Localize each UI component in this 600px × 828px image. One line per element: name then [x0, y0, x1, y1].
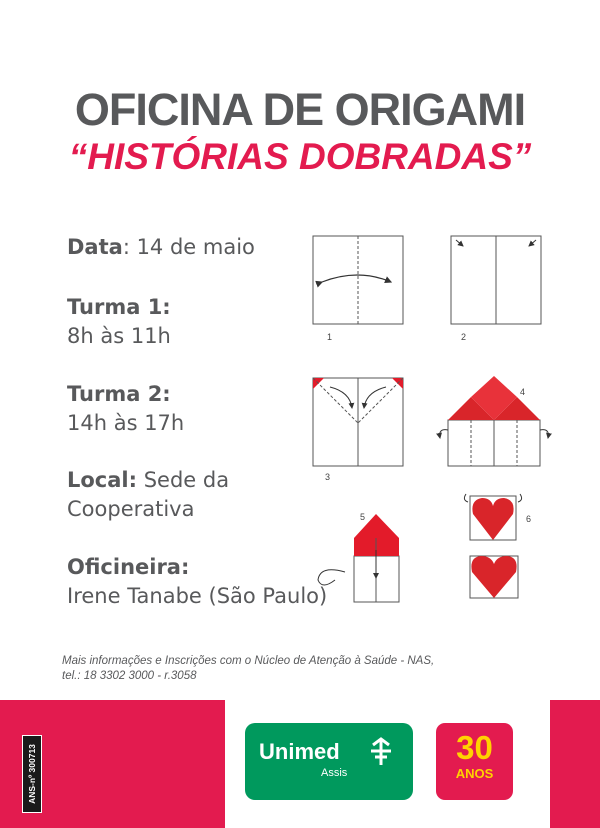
- oficineira-label: Oficineira:: [67, 555, 190, 579]
- unimed-sub: Assis: [321, 767, 348, 779]
- note-line-2: tel.: 18 3302 3000 - r.3058: [62, 670, 197, 682]
- unimed-brand: Unimed: [259, 739, 340, 764]
- anos-word: ANOS: [455, 766, 494, 781]
- step-3-diagram: [313, 378, 403, 482]
- step-5-diagram: [318, 512, 399, 602]
- step-number: 2: [461, 332, 467, 342]
- turma2-label: Turma 2:: [67, 382, 171, 406]
- unimed-symbol-icon: [365, 737, 397, 767]
- date-label: Data: [67, 235, 123, 259]
- step-number: 5: [360, 512, 366, 522]
- step-6-diagram: [464, 494, 531, 598]
- step-number: 6: [526, 514, 532, 524]
- local-value-2: Cooperativa: [67, 497, 195, 521]
- origami-diagrams: [300, 225, 560, 610]
- turma1-label: Turma 1:: [67, 295, 171, 319]
- info-note: [62, 654, 434, 684]
- ans-text: ANS-nº 300713: [27, 744, 37, 804]
- turma1-value: 8h às 11h: [67, 324, 171, 348]
- info-turma1: [67, 293, 171, 351]
- oficineira-value: Irene Tanabe (São Paulo): [67, 584, 328, 608]
- date-value: : 14 de maio: [122, 235, 255, 259]
- step-1-diagram: [313, 236, 403, 342]
- anos-number: 30: [456, 729, 493, 766]
- info-oficineira: [67, 553, 327, 611]
- info-turma2: [67, 380, 184, 438]
- ans-badge: [22, 735, 42, 813]
- step-number: 3: [325, 472, 331, 482]
- note-line-1: Mais informações e Inscrições com o Núcleo de Atenção à Saúde - NAS,: [62, 655, 435, 667]
- step-2-diagram: [451, 236, 541, 342]
- unimed-logo: [245, 723, 413, 800]
- step-number: 1: [327, 332, 333, 342]
- page-title: OFICINA DE ORIGAMI: [74, 84, 526, 135]
- local-value: Sede da: [137, 468, 230, 492]
- local-label: Local:: [67, 468, 138, 492]
- step-4-diagram: [440, 376, 549, 466]
- 30-anos-badge: [436, 723, 513, 800]
- info-local: [67, 466, 229, 524]
- info-date: [67, 233, 255, 262]
- page-subtitle: “HISTÓRIAS DOBRADAS”: [68, 136, 532, 177]
- turma2-value: 14h às 17h: [67, 411, 185, 435]
- step-number: 4: [520, 387, 526, 397]
